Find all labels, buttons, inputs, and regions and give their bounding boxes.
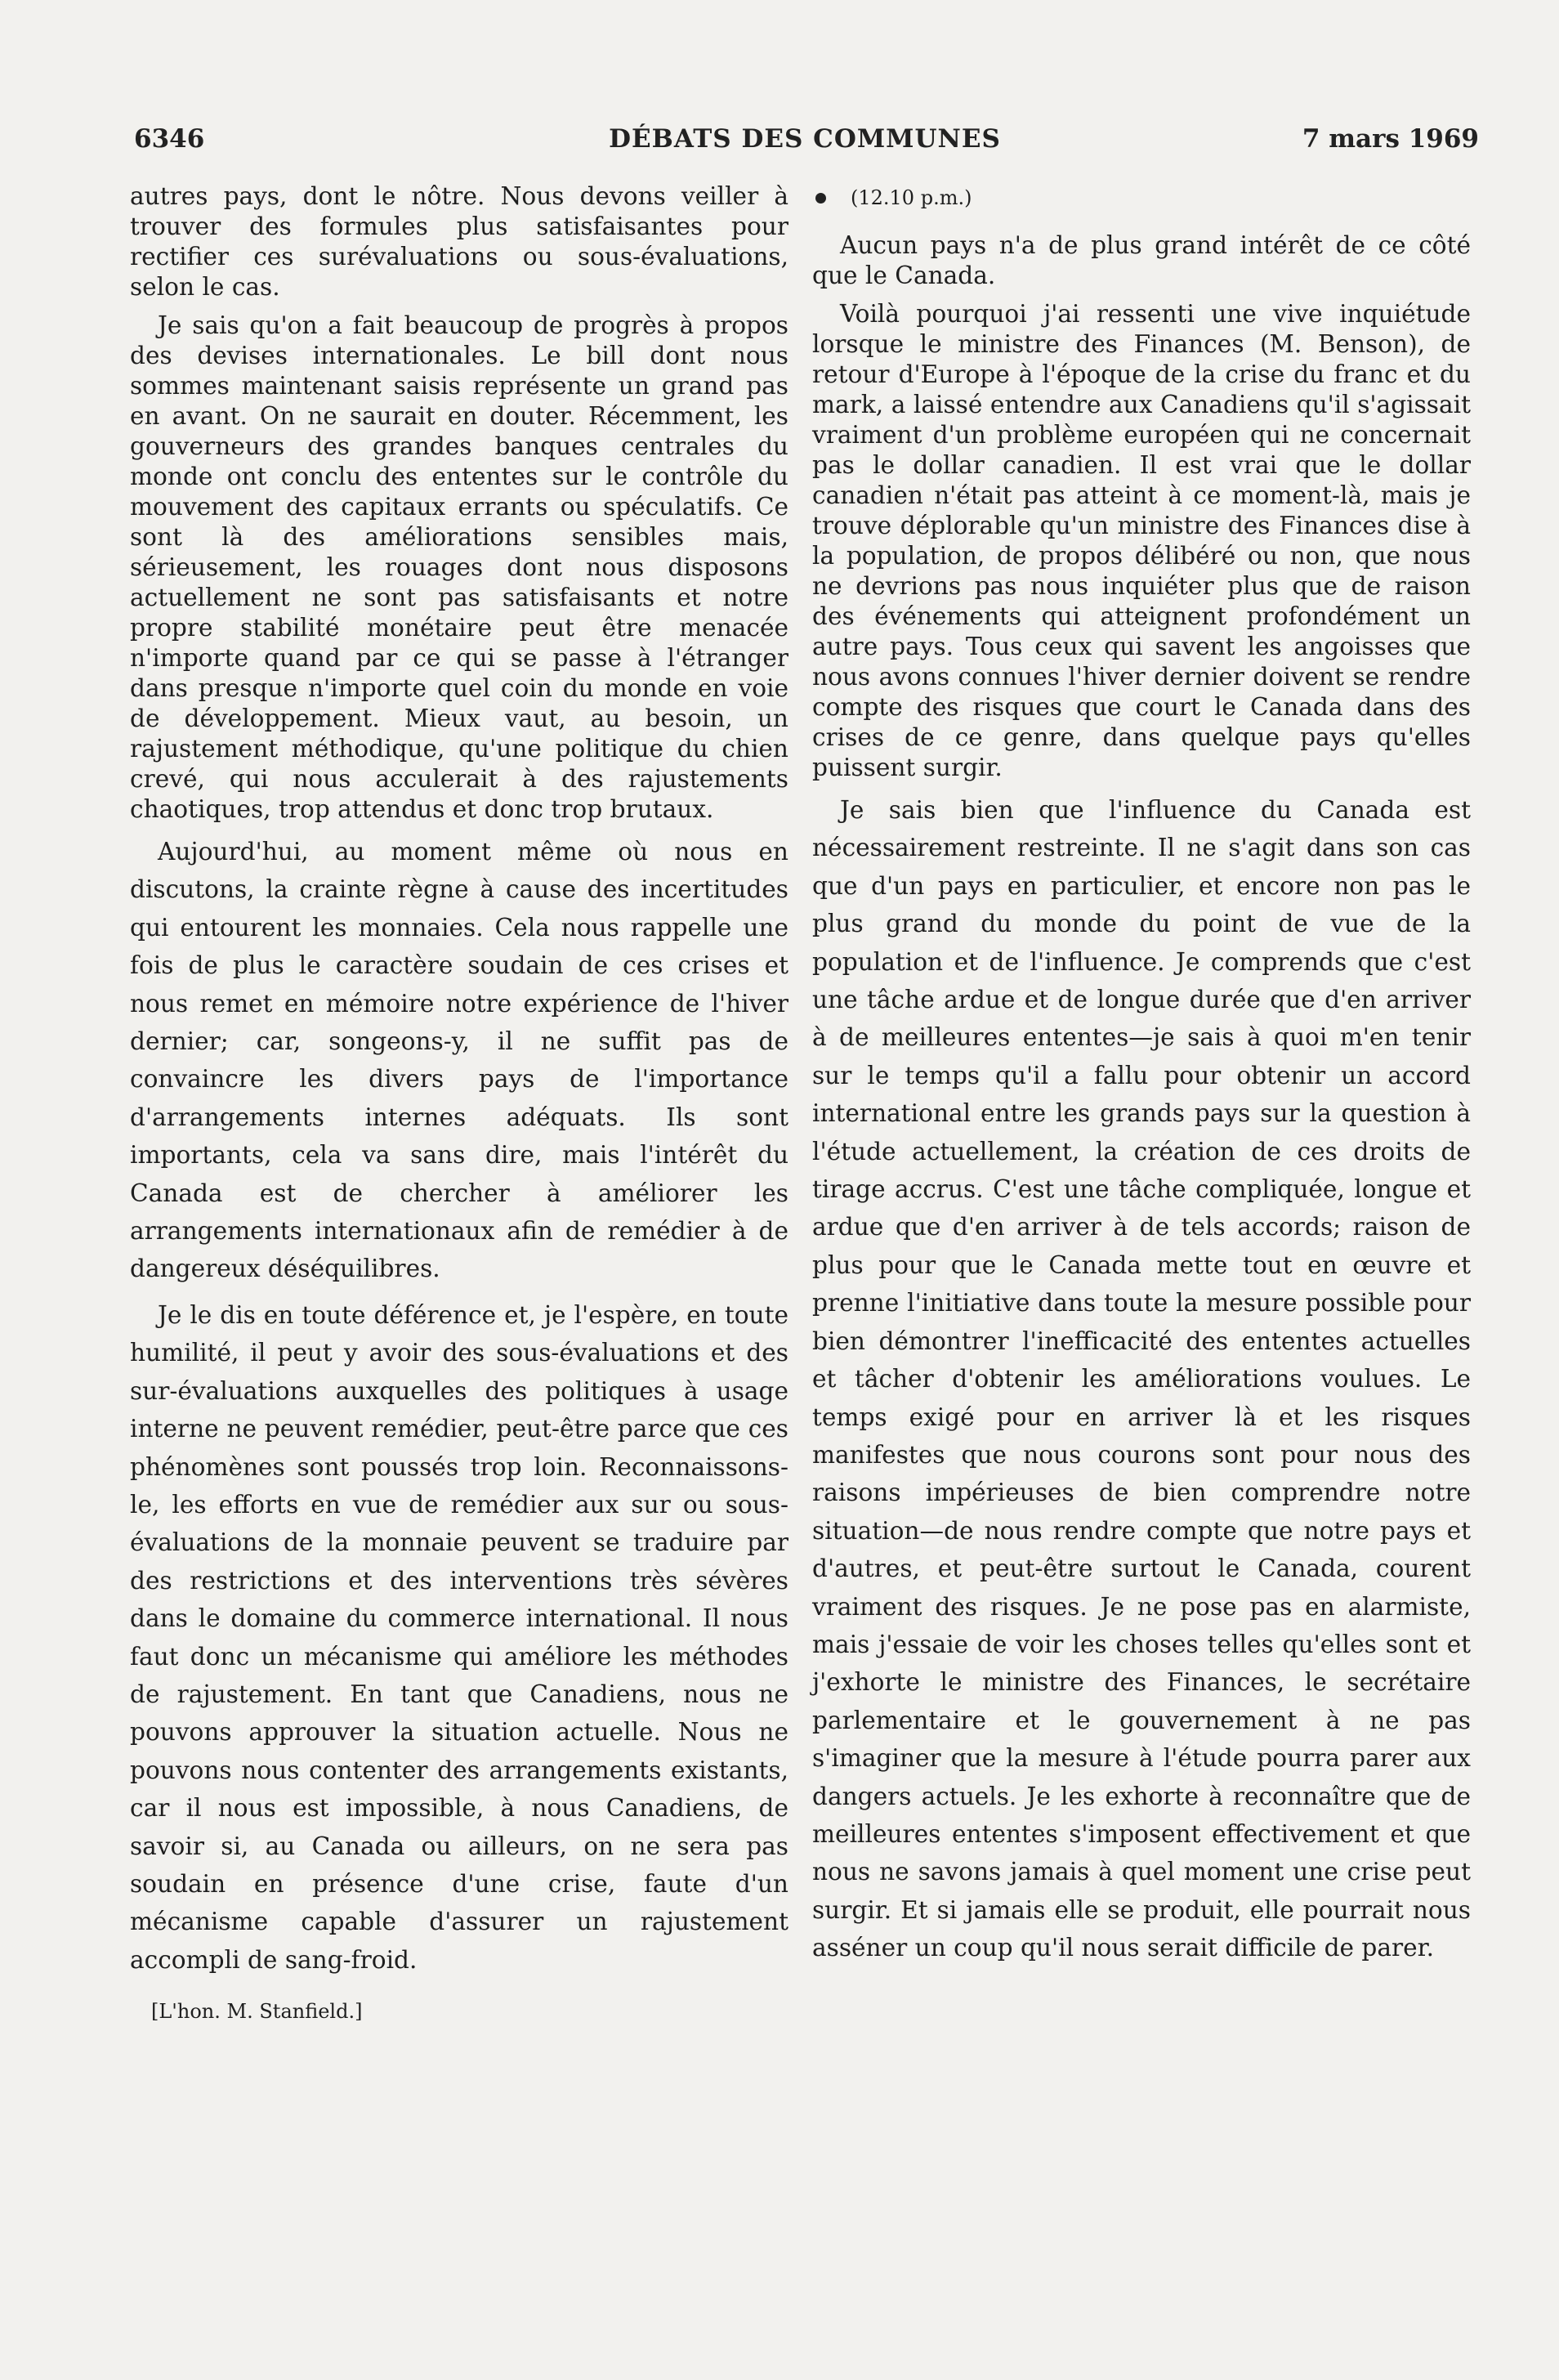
- paragraph: Je sais qu'on a fait beaucoup de progrès à propos des devises internationales. Le bill dont nous sommes maintenant saisis représente un grand pas en avant. On ne saurait en douter. Récemment, les gouverneurs des grandes banques centrales du monde ont conclu des ententes sur le contrôle du mouvement des capitaux errants ou spéculatifs. Ce sont là des améliorations sensibles mais, sérieusement, les rouages dont nous disposons actuellement ne sont pas satisfaisants et notre propre stabilité monétaire peut être menacée n'importe quand par ce qui se passe à l'étranger dans presque n'importe quel coin du monde en voie de développement. Mieux vaut, au besoin, un rajustement méthodique, qu'une politique du chien crevé, qui nous acculerait à des rajustements chaotiques, trop attendus et donc trop brutaux.: [130, 311, 788, 823]
- publication-title: DÉBATS DES COMMUNES: [609, 124, 1001, 154]
- publication-date: 7 mars 1969: [1302, 124, 1479, 154]
- paragraph: Je le dis en toute déférence et, je l'espère, en toute humilité, il peut y avoir des sous-évaluations et des sur-évaluations auxquelles des politiques à usage interne ne peuvent remédier, peut-être parce que ces phénomènes sont poussés trop loin. Reconnaissons-le, les efforts en vue de remédier aux sur ou sous-évaluations de la monnaie peuvent se traduire par des restrictions et des interventions très sévères dans le domaine du commerce international. Il nous faut donc un mécanisme qui améliore les méthodes de rajustement. En tant que Canadiens, nous ne pouvons approuver la situation actuelle. Nous ne pouvons nous contenter des arrangements existants, car il nous est impossible, à nous Canadiens, de savoir si, au Canada ou ailleurs, on ne sera pas soudain en présence d'une crise, faute d'un mécanisme capable d'assurer un rajustement accompli de sang-froid.: [130, 1300, 788, 1974]
- page-number: 6346: [134, 124, 205, 154]
- paragraph: Aujourd'hui, au moment même où nous en discutons, la crainte règne à cause des incertitudes qui entourent les monnaies. Cela nous rappelle une fois de plus le caractère soudain de ces crises et nous remet en mémoire notre expérience de l'hiver dernier; car, songeons-y, il ne suffit pas de convaincre les divers pays de l'importance d'arrangements internes adéquats. Ils sont importants, cela va sans dire, mais l'intérêt du Canada est de chercher à améliorer les arrangements internationaux afin de remédier à de dangereux déséquilibres.: [130, 838, 788, 1283]
- timestamp: (12.10 p.m.): [851, 186, 972, 209]
- paragraph: Je sais bien que l'influence du Canada est nécessairement restreinte. Il ne s'agit dans son cas que d'un pays en particulier, et encore non pas le plus grand du monde du point de vue de la population et de l'influence. Je comprends que c'est une tâche ardue et de longue durée que d'en arriver à de meilleures ententes—je sais à quoi m'en tenir sur le temps qu'il a fallu pour obtenir un accord international entre les grands pays sur la question à l'étude actuellement, la création de ces droits de tirage accrus. C'est une tâche compliquée, longue et ardue que d'en arriver à de tels accords; raison de plus pour que le Canada mette tout en œuvre et prenne l'initiative dans toute la mesure possible pour bien démontrer l'inefficacité des ententes actuelles et tâcher d'obtenir les améliorations voulues. Le temps exigé pour en arriver là et les risques manifestes que nous courons sont pour nous des raisons impérieuses de bien comprendre notre situation—de nous rendre compte que notre pays et d'autres, et peut-être surtout le Canada, courent vraiment des risques. Je ne pose pas en alarmiste, mais j'essaie de voir les choses telles qu'elles sont et j'exhorte le ministre des Finances, le secrétaire parlementaire et le gouvernement à ne pas s'imaginer que la mesure à l'étude pourra parer aux dangers actuels. Je les exhorte à reconnaître que de meilleures ententes s'imposent effectivement et que nous ne savons jamais à quel moment une crise peut surgir. Et si jamais elle se produit, elle pourrait nous asséner un coup qu'il nous serait difficile de parer.: [812, 796, 1471, 1962]
- timestamp-row: [812, 181, 1471, 214]
- page-header: [131, 124, 1479, 165]
- right-column: [812, 181, 1471, 1975]
- speaker-attribution: [L'hon. M. Stanfield.]: [151, 2000, 363, 2024]
- left-column: [130, 181, 788, 2028]
- bullet-icon: [815, 193, 826, 204]
- paragraph: Aucun pays n'a de plus grand intérêt de ce côté que le Canada.: [812, 231, 1471, 289]
- paragraph: autres pays, dont le nôtre. Nous devons veiller à trouver des formules plus satisfaisantes pour rectifier ces surévaluations ou sous-évaluations, selon le cas.: [130, 182, 788, 301]
- paragraph: Voilà pourquoi j'ai ressenti une vive inquiétude lorsque le ministre des Finances (M. Benson), de retour d'Europe à l'époque de la crise du franc et du mark, a laissé entendre aux Canadiens qu'il s'agissait vraiment d'un problème européen qui ne concernait pas le dollar canadien. Il est vrai que le dollar canadien n'était pas atteint à ce moment-là, mais je trouve déplorable qu'un ministre des Finances dise à la population, de propos délibéré ou non, que nous ne devrions pas nous inquiéter plus que de raison des événements qui atteignent profondément un autre pays. Tous ceux qui savent les angoisses que nous avons connues l'hiver dernier doivent se rendre compte des risques que court le Canada dans des crises de ce genre, dans quelque pays qu'elles puissent surgir.: [812, 300, 1471, 781]
